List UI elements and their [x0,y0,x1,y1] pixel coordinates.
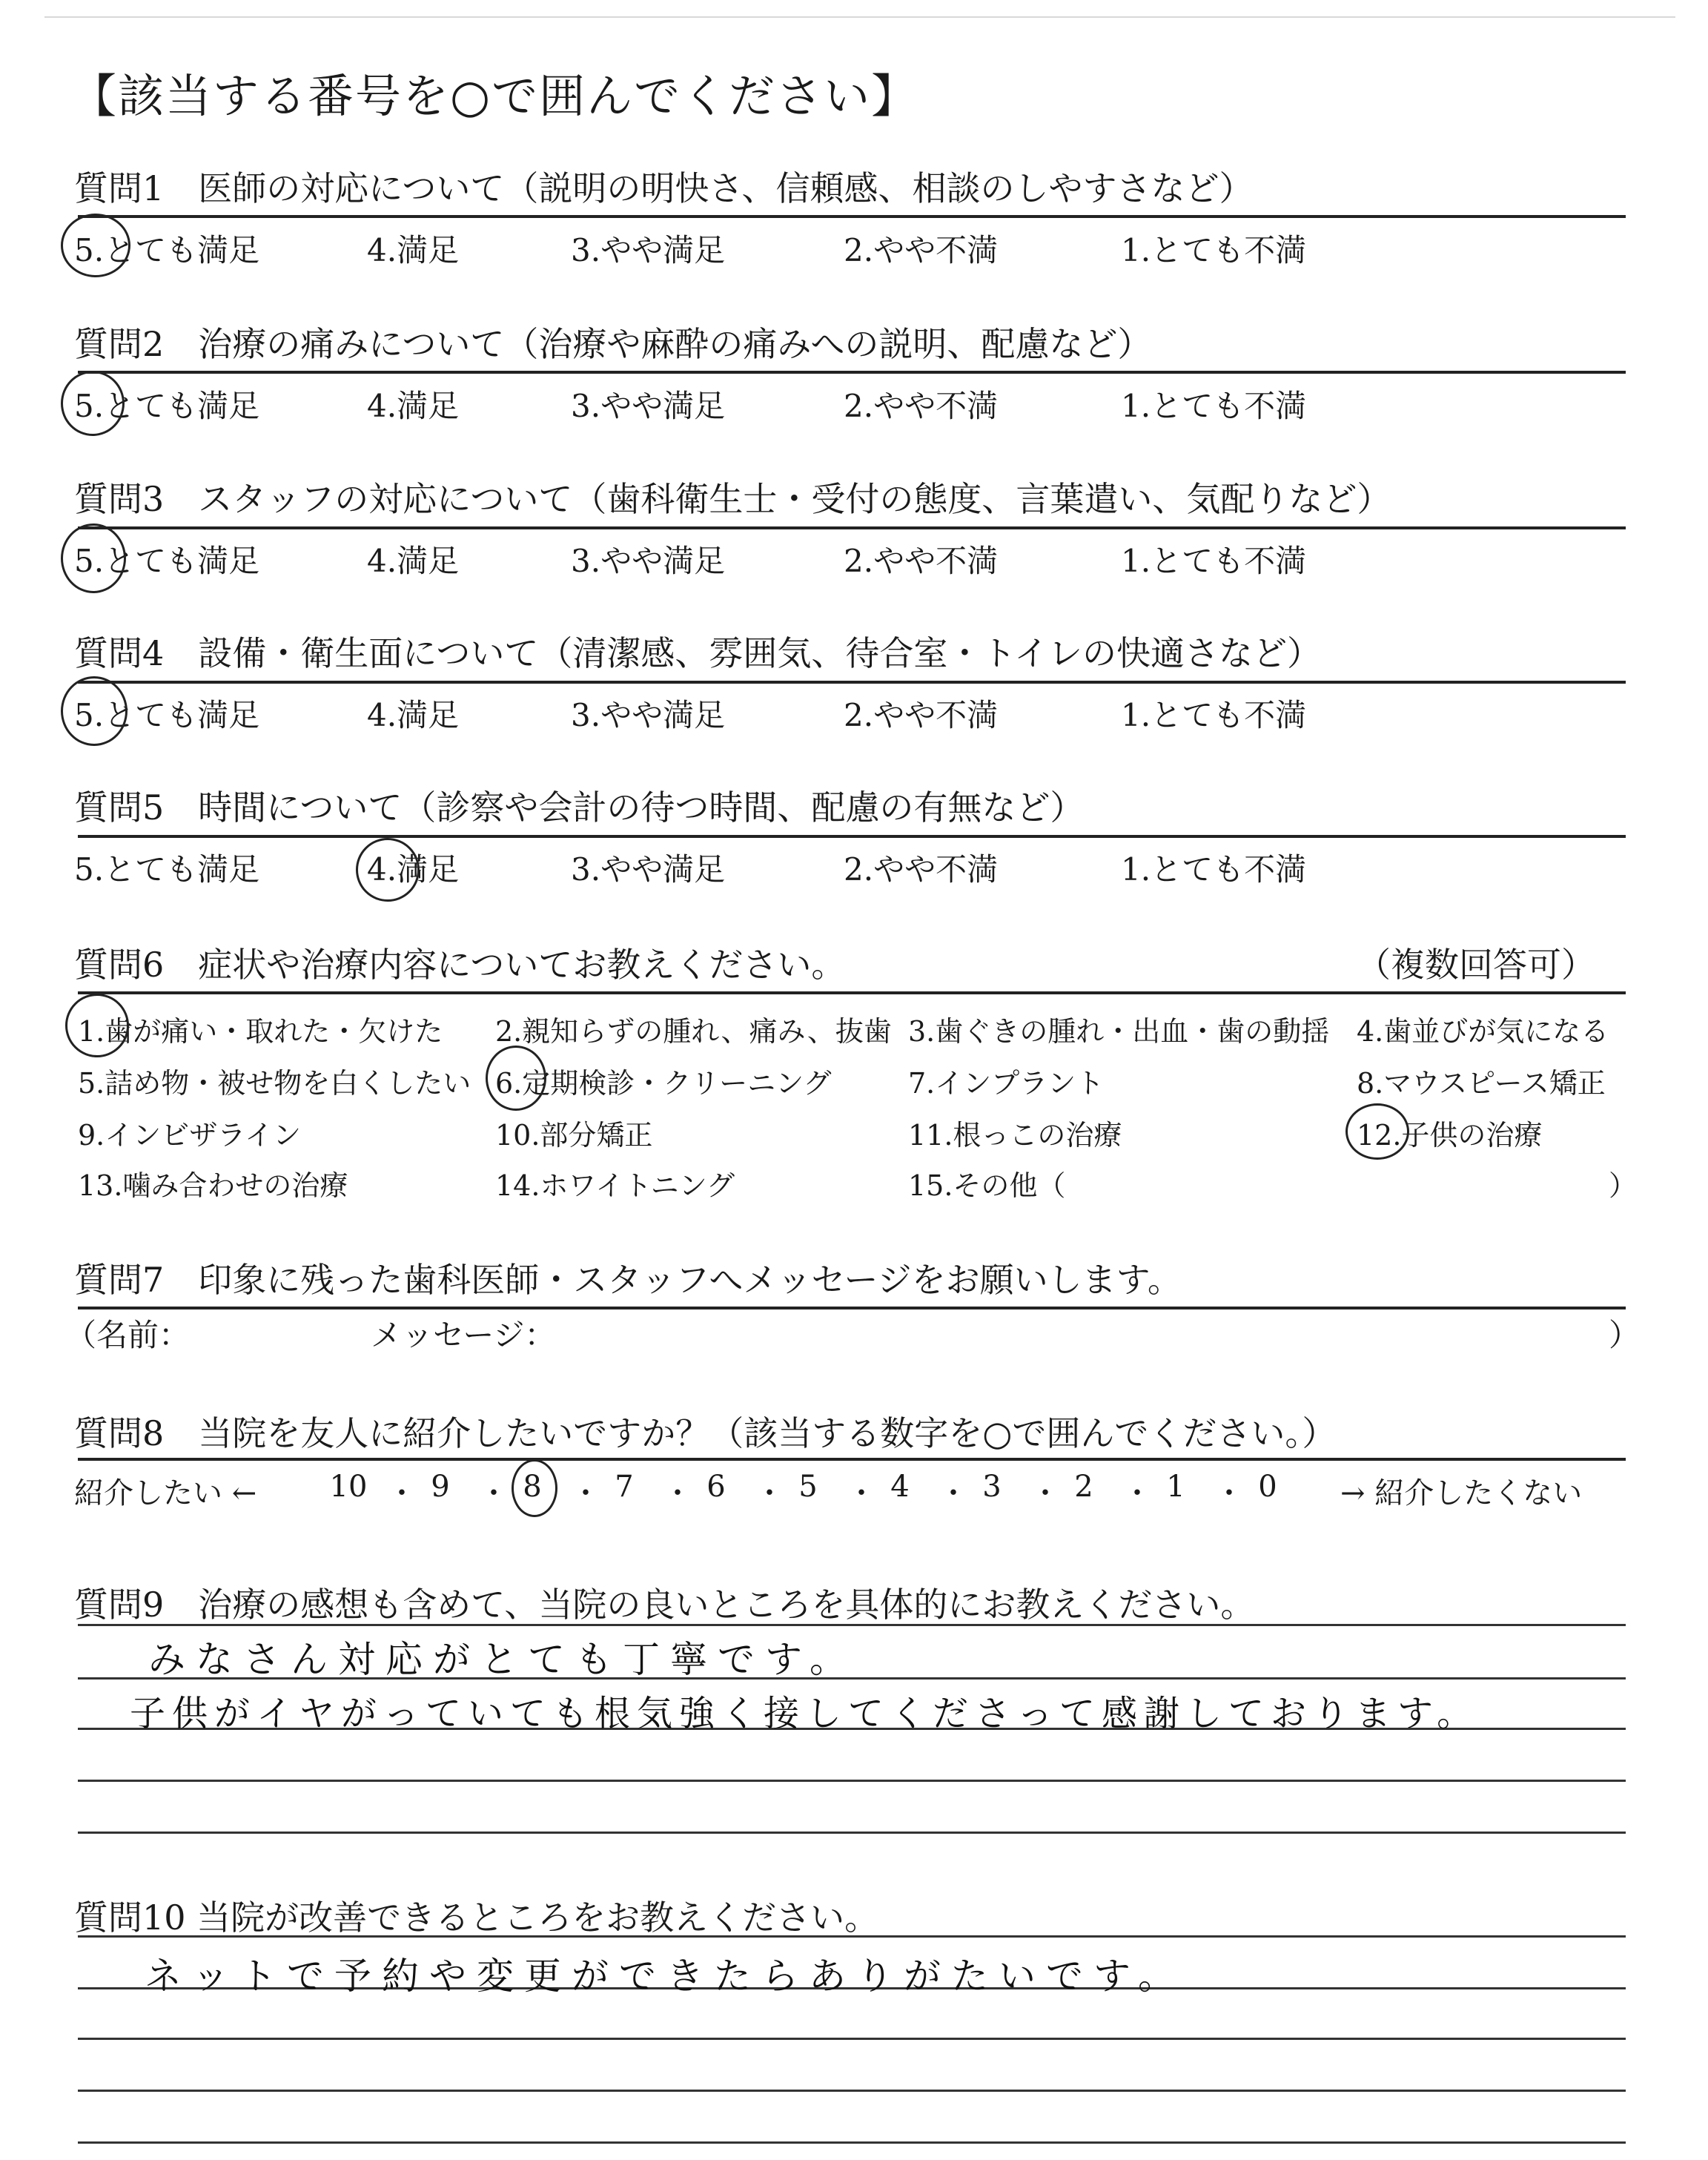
q7-rule [78,1307,1626,1309]
q2-title: 質問2 治療の痛みについて（治療や麻酔の痛みへの説明、配慮など） [74,324,1152,364]
q3-option-5[interactable]: 5.とても満足 [74,543,260,579]
q8-scale-value-9[interactable]: 9 [431,1470,450,1504]
q2-option-1[interactable]: 1.とても不満 [1121,388,1307,424]
q7-message-label: メッセージ： [371,1317,556,1353]
q2-option-2[interactable]: 2.やや不満 [844,388,999,424]
q10-line-3 [78,2038,1626,2040]
q9-line-1 [78,1624,1626,1626]
q3-rule [78,526,1626,529]
q8-scale-separator: ・ [387,1476,417,1510]
q5-option-1[interactable]: 1.とても不満 [1121,851,1307,888]
q8-scale-value-8[interactable]: 8 [523,1470,542,1504]
q8-scale-separator: ・ [755,1476,784,1510]
q8-scale-separator: ・ [571,1476,600,1510]
q3-option-2[interactable]: 2.やや不満 [844,543,999,579]
q4-title: 質問4 設備・衛生面について（清潔感、雰囲気、待合室・トイレの快適さなど） [74,633,1322,673]
q6-option-7[interactable]: 7.インプラント [908,1067,1105,1100]
q8-selection-circle [512,1459,557,1517]
q5-option-4[interactable]: 4.満足 [367,851,460,888]
q5-option-2[interactable]: 2.やや不満 [844,851,999,888]
q8-scale-value-4[interactable]: 4 [890,1470,910,1504]
q3-option-4[interactable]: 4.満足 [367,543,460,579]
q6-note: （複数回答可） [1357,945,1595,985]
q6-option-13[interactable]: 13.噛み合わせの治療 [78,1169,348,1202]
q8-scale-separator: ・ [939,1476,968,1510]
q6-option-1[interactable]: 1.歯が痛い・取れた・欠けた [78,1015,443,1048]
q5-rule [78,835,1626,838]
q10-line-1 [78,1935,1626,1938]
instructions-header: 【該当する番号を○で囲んでください】 [70,69,919,123]
q3-selection-circle [61,524,126,593]
q5-title: 質問5 時間について（診察や会計の待つ時間、配慮の有無など） [74,787,1085,828]
q8-scale-separator: ・ [663,1476,692,1510]
q8-scale-separator: ・ [479,1476,509,1510]
q8-scale-value-1[interactable]: 1 [1166,1470,1185,1504]
q8-scale-value-7[interactable]: 7 [615,1470,634,1504]
q3-option-1[interactable]: 1.とても不満 [1121,543,1307,579]
q10-line-4 [78,2090,1626,2092]
q6-option-9[interactable]: 9.インビザライン [78,1119,302,1152]
q6-option-6[interactable]: 6.定期検診・クリーニング [495,1067,832,1100]
q8-rule [78,1458,1626,1461]
q10-title: 質問10 当院が改善できるところをお教えください。 [74,1898,879,1938]
q6-selection-circle-1 [65,994,129,1057]
q9-title: 質問9 治療の感想も含めて、当院の良いところを具体的にお教えください。 [74,1585,1255,1625]
top-border [44,16,1675,18]
q8-scale-separator: ・ [847,1476,876,1510]
q6-option-15[interactable]: 15.その他（ [908,1169,1066,1202]
q6-option-14[interactable]: 14.ホワイトニング [495,1169,735,1202]
q9-line-4 [78,1780,1626,1782]
q3-title: 質問3 スタッフの対応について（歯科衛生士・受付の態度、言葉遣い、気配りなど） [74,479,1391,519]
q8-scale-separator: ・ [1214,1476,1244,1510]
q4-option-3[interactable]: 3.やや満足 [571,697,726,733]
q9-answer-line-1[interactable]: みなさん対応がとても丁寧です。 [148,1638,857,1681]
q4-rule [78,681,1626,684]
q6-selection-circle-6 [486,1046,546,1111]
q1-option-4[interactable]: 4.満足 [367,232,460,268]
q6-rule [78,991,1626,994]
q6-option-4[interactable]: 4.歯並びが気になる [1357,1015,1609,1048]
q8-scale-value-2[interactable]: 2 [1074,1470,1093,1504]
q8-scale-separator: ・ [1030,1476,1060,1510]
q8-scale-value-0[interactable]: 0 [1258,1470,1277,1504]
q1-selection-circle [61,214,130,277]
q6-option-2[interactable]: 2.親知らずの腫れ、痛み、抜歯 [495,1015,892,1048]
q7-message-field[interactable] [593,1311,1586,1350]
q2-option-5[interactable]: 5.とても満足 [74,388,260,424]
q2-option-3[interactable]: 3.やや満足 [571,388,726,424]
q6-option-5[interactable]: 5.詰め物・被せ物を白くしたい [78,1067,471,1100]
q2-option-4[interactable]: 4.満足 [367,388,460,424]
q7-name-label: （名前： [65,1317,191,1353]
q8-title: 質問8 当院を友人に紹介したいですか？（該当する数字を○で囲んでください。） [74,1413,1337,1453]
q8-left-label: 紹介したい ← [74,1476,257,1510]
q8-scale-value-3[interactable]: 3 [982,1470,1002,1504]
q10-answer-line-1[interactable]: ネットで予約や変更ができたらありがたいです。 [145,1955,1185,1998]
q5-selection-circle [356,838,420,902]
q5-option-3[interactable]: 3.やや満足 [571,851,726,888]
q2-rule [78,371,1626,374]
q1-option-3[interactable]: 3.やや満足 [571,232,726,268]
q7-title: 質問7 印象に残った歯科医師・スタッフへメッセージをお願いします。 [74,1260,1182,1300]
q8-right-label: → 紹介したくない [1340,1476,1583,1510]
q6-option-11[interactable]: 11.根っこの治療 [908,1119,1122,1152]
q8-scale [326,1470,1305,1514]
q7-close-paren: ） [1609,1317,1641,1353]
q9-line-5 [78,1832,1626,1834]
q3-option-3[interactable]: 3.やや満足 [571,543,726,579]
q2-selection-circle [61,371,125,436]
q1-option-2[interactable]: 2.やや不満 [844,232,999,268]
q9-answer-line-2[interactable]: 子供がイヤがっていても根気強く接してくださって感謝しております。 [130,1693,1480,1734]
q4-option-4[interactable]: 4.満足 [367,697,460,733]
q6-option-15-close: ） [1609,1169,1638,1202]
q4-selection-circle [61,676,128,746]
q1-rule [78,215,1626,218]
q6-option-8[interactable]: 8.マウスピース矯正 [1357,1067,1606,1100]
q4-option-5[interactable]: 5.とても満足 [74,697,260,733]
q4-option-1[interactable]: 1.とても不満 [1121,697,1307,733]
q4-option-2[interactable]: 2.やや不満 [844,697,999,733]
q6-title: 質問6 症状や治療内容についてお教えください。 [74,945,846,985]
q5-option-5[interactable]: 5.とても満足 [74,851,260,888]
q6-option-3[interactable]: 3.歯ぐきの腫れ・出血・歯の動揺 [908,1015,1330,1048]
q1-option-5[interactable]: 5.とても満足 [74,232,260,268]
q1-option-1[interactable]: 1.とても不満 [1121,232,1307,268]
q6-option-12[interactable]: 12.子供の治療 [1357,1119,1543,1152]
q6-selection-circle-12 [1345,1103,1409,1160]
q6-option-10[interactable]: 10.部分矯正 [495,1119,653,1152]
q1-title: 質問1 医師の対応について（説明の明快さ、信頼感、相談のしやすさなど） [74,168,1254,208]
q10-line-5 [78,2141,1626,2144]
q8-scale-separator: ・ [1122,1476,1152,1510]
q8-scale-value-10[interactable]: 10 [329,1470,368,1504]
q8-scale-value-6[interactable]: 6 [706,1470,726,1504]
q8-scale-value-5[interactable]: 5 [798,1470,818,1504]
